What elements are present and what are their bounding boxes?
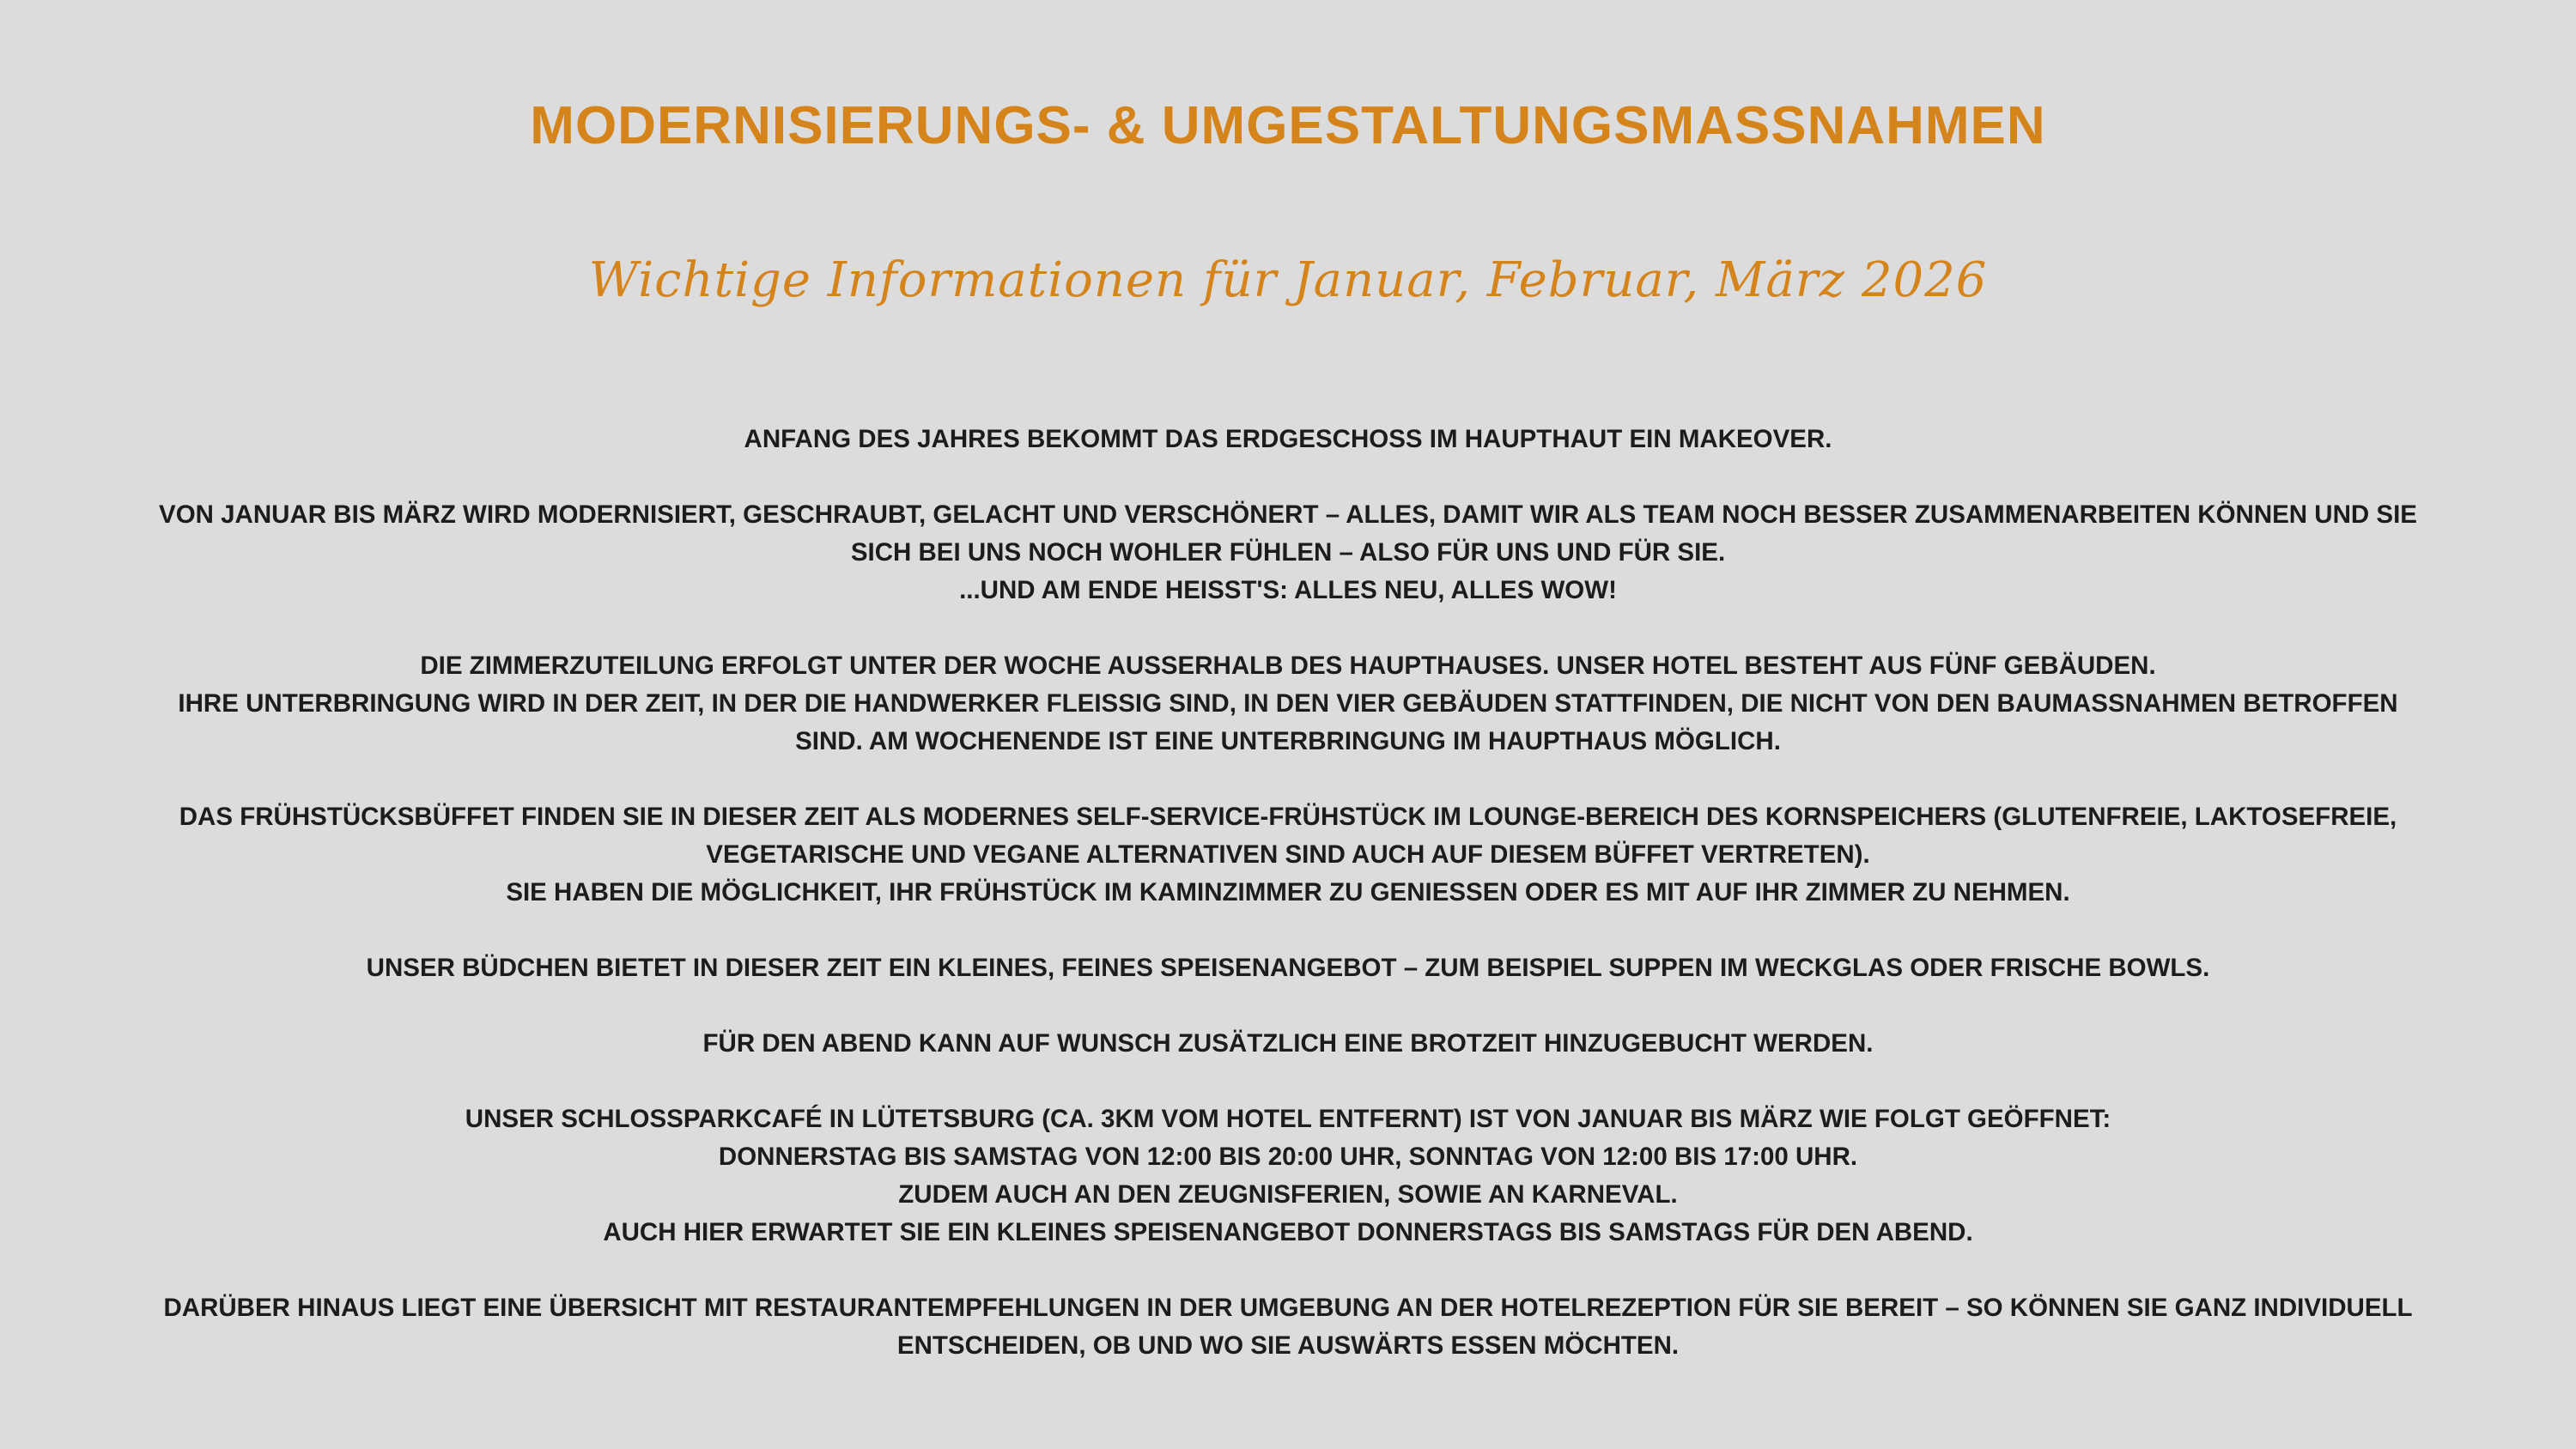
text-line: SIE HABEN DIE MÖGLICHKEIT, IHR FRÜHSTÜCK IM KAMINZIMMER ZU GENIESSEN ODER ES MIT AUF IHR ZIMMER ZU NEHMEN.	[506, 878, 2070, 906]
paragraph-breakfast	[86, 798, 2490, 912]
text-line: DONNERSTAG BIS SAMSTAG VON 12:00 BIS 20:00 UHR, SONNTAG VON 12:00 BIS 17:00 UHR.	[718, 1143, 1858, 1171]
page-subtitle: Wichtige Informationen für Januar, Februar, März 2026	[588, 252, 1988, 308]
text-line: IHRE UNTERBRINGUNG WIRD IN DER ZEIT, IN DER DIE HANDWERKER FLEISSIG SIND, IN DEN VIER GEBÄUDEN STATTFINDEN, DIE NICHT VON DEN BAUMASSNAHMEN BETROFFEN	[178, 689, 2398, 718]
text-line: DARÜBER HINAUS LIEGT EINE ÜBERSICHT MIT RESTAURANTEMPFEHLUNGEN IN DER UMGEBUNG AN DER HOTELREZEPTION FÜR SIE BEREIT – SO KÖNNEN SIE GANZ INDIVIDUELL	[163, 1294, 2413, 1322]
paragraph-restaurant-recommendations	[86, 1289, 2490, 1365]
paragraph-room-allocation	[86, 647, 2490, 761]
text-line: DIE ZIMMERZUTEILUNG ERFOLGT UNTER DER WOCHE AUSSERHALB DES HAUPTHAUSES. UNSER HOTEL BESTEHT AUS FÜNF GEBÄUDEN.	[420, 652, 2156, 680]
text-line: VEGETARISCHE UND VEGANE ALTERNATIVEN SIND AUCH AUF DIESEM BÜFFET VERTRETEN).	[706, 840, 1870, 869]
text-line: DAS FRÜHSTÜCKSBÜFFET FINDEN SIE IN DIESER ZEIT ALS MODERNES SELF-SERVICE-FRÜHSTÜCK IM LOUNGE-BEREICH DES KORNSPEICHERS (GLUTENFREIE, LAKTOSEFREIE,	[179, 803, 2397, 831]
text-line: UNSER SCHLOSSPARKCAFÉ IN LÜTETSBURG (CA. 3KM VOM HOTEL ENTFERNT) IST VON JANUAR BIS MÄRZ WIE FOLGT GEÖFFNET:	[465, 1105, 2111, 1133]
text-line: ...UND AM ENDE HEISST'S: ALLES NEU, ALLES WOW!	[959, 576, 1617, 604]
text-line: ANFANG DES JAHRES BEKOMMT DAS ERDGESCHOSS IM HAUPTHAUT EIN MAKEOVER.	[744, 425, 1832, 453]
text-line: SICH BEI UNS NOCH WOHLER FÜHLEN – ALSO FÜR UNS UND FÜR SIE.	[850, 538, 1726, 567]
paragraph-dinner	[86, 1025, 2490, 1063]
paragraph-buedchen	[86, 949, 2490, 987]
text-line: ENTSCHEIDEN, OB UND WO SIE AUSWÄRTS ESSEN MÖCHTEN.	[896, 1331, 1680, 1360]
text-line: UNSER BÜDCHEN BIETET IN DIESER ZEIT EIN KLEINES, FEINES SPEISENANGEBOT – ZUM BEISPIEL SUPPEN IM WECKGLAS ODER FRISCHE BOWLS.	[366, 954, 2210, 982]
text-line: SIND. AM WOCHENENDE IST EINE UNTERBRINGUNG IM HAUPTHAUS MÖGLICH.	[795, 727, 1781, 755]
page-title: MODERNISIERUNGS- & UMGESTALTUNGSMASSNAHMEN	[530, 96, 2046, 155]
paragraph-renovation-period	[86, 496, 2490, 609]
paragraph-renovation-intro	[86, 421, 2490, 458]
text-line: VON JANUAR BIS MÄRZ WIRD MODERNISIERT, GESCHRAUBT, GELACHT UND VERSCHÖNERT – ALLES, DAMIT WIR ALS TEAM NOCH BESSER ZUSAMMENARBEITEN KÖNNEN UND SIE	[159, 500, 2417, 529]
paragraph-schlossparkcafe	[86, 1100, 2490, 1252]
announcement-body	[86, 421, 2490, 1365]
text-line: AUCH HIER ERWARTET SIE EIN KLEINES SPEISENANGEBOT DONNERSTAGS BIS SAMSTAGS FÜR DEN ABEND.	[603, 1218, 1973, 1246]
text-line: FÜR DEN ABEND KANN AUF WUNSCH ZUSÄTZLICH EINE BROTZEIT HINZUGEBUCHT WERDEN.	[702, 1029, 1874, 1058]
text-line: ZUDEM AUCH AN DEN ZEUGNISFERIEN, SOWIE AN KARNEVAL.	[898, 1180, 1678, 1209]
